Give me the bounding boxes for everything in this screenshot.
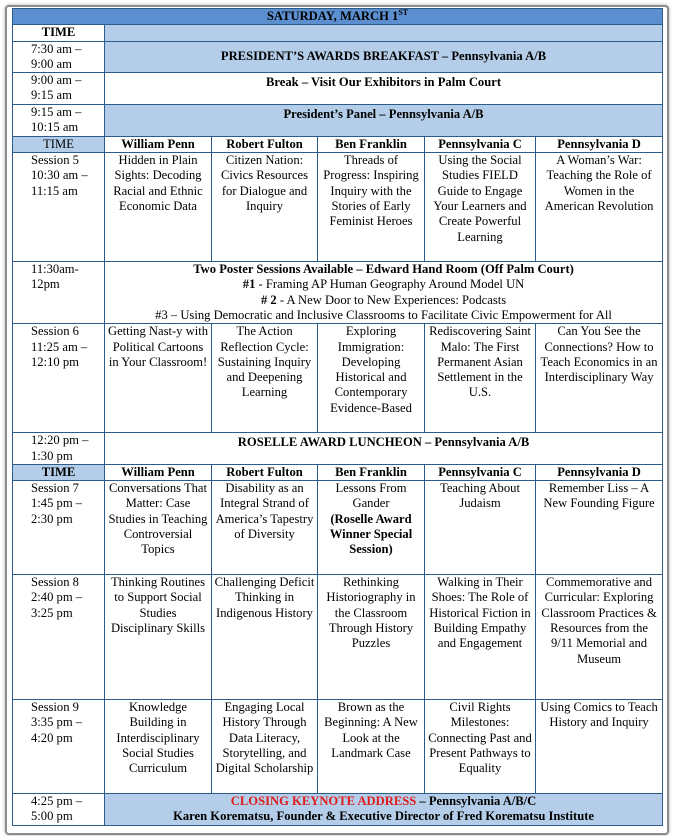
room-ben-franklin: Ben Franklin xyxy=(318,464,425,480)
time-header: TIME xyxy=(13,136,105,152)
keynote-label: CLOSING KEYNOTE ADDRESS xyxy=(230,794,417,809)
session-8-robert-fulton: Challenging Deficit Thinking in Indigenous History xyxy=(212,575,318,700)
poster-time: 11:30am-12pm xyxy=(13,262,105,324)
session-7-pennsylvania-d: Remember Liss – A New Founding Figure xyxy=(536,481,663,575)
break-time: 9:00 am – 9:15 am xyxy=(13,73,105,105)
session-5-william-penn: Hidden in Plain Sights: Decoding Racial and Ethnic Economic Data xyxy=(105,153,212,262)
session-9-time: Session 9 3:35 pm – 4:20 pm xyxy=(13,700,105,794)
session-9-pennsylvania-c: Civil Rights Milestones: Connecting Past and Present Pathways to Equality xyxy=(425,700,536,794)
room-ben-franklin: Ben Franklin xyxy=(318,136,425,152)
room-robert-fulton: Robert Fulton xyxy=(212,136,318,152)
room-robert-fulton: Robert Fulton xyxy=(212,464,318,480)
session-6-william-penn: Getting Nast-y with Political Cartoons in Your Classroom! xyxy=(105,324,212,433)
luncheon-event: ROSELLE AWARD LUNCHEON – Pennsylvania A/B xyxy=(105,433,663,465)
session-7-time: Session 7 1:45 pm – 2:30 pm xyxy=(13,481,105,575)
session-5-pennsylvania-c: Using the Social Studies FIELD Guide to Engage Your Learners and Create Powerful Learning xyxy=(425,153,536,262)
award-note: (Roselle Award Winner Special Session) xyxy=(329,511,413,557)
session-5-pennsylvania-d: A Woman’s War: Teaching the Role of Women in the American Revolution xyxy=(536,153,663,262)
panel-time: 9:15 am – 10:15 am xyxy=(13,104,105,136)
header-spacer xyxy=(105,25,663,41)
room-pennsylvania-c: Pennsylvania C xyxy=(425,464,536,480)
session-7-pennsylvania-c: Teaching About Judaism xyxy=(425,481,536,575)
session-7-william-penn: Conversations That Matter: Case Studies in Teaching Controversial Topics xyxy=(105,481,212,575)
day-title: SATURDAY, MARCH 1ST xyxy=(13,9,663,25)
session-7-ben-franklin: Lessons From Gander (Roselle Award Winner Special Session) xyxy=(318,481,425,575)
luncheon-time: 12:20 pm – 1:30 pm xyxy=(13,433,105,465)
room-william-penn: William Penn xyxy=(105,464,212,480)
session-6-ben-franklin: Exploring Immigration: Developing Historical and Contemporary Evidence-Based xyxy=(318,324,425,433)
breakfast-event: PRESIDENT’S AWARDS BREAKFAST – Pennsylvania A/B xyxy=(105,41,663,73)
poster-item-1: #1 - Framing AP Human Geography Around Model UN xyxy=(242,277,525,292)
session-5-ben-franklin: Threads of Progress: Inspiring Inquiry with the Stories of Early Feminist Heroes xyxy=(318,153,425,262)
keynote-speaker: Karen Korematsu, Founder & Executive Director of Fred Korematsu Institute xyxy=(173,809,594,824)
session-8-time: Session 8 2:40 pm – 3:25 pm xyxy=(13,575,105,700)
schedule-table xyxy=(12,8,663,826)
breakfast-time: 7:30 am – 9:00 am xyxy=(13,41,105,73)
poster-item-2: # 2 - A New Door to New Experiences: Podcasts xyxy=(260,292,507,307)
keynote-location: – Pennsylvania A/B/C xyxy=(416,794,537,809)
room-pennsylvania-d: Pennsylvania D xyxy=(536,136,663,152)
keynote-event xyxy=(105,794,663,826)
session-6-robert-fulton: The Action Reflection Cycle: Sustaining Inquiry and Deepening Learning xyxy=(212,324,318,433)
session-9-william-penn: Knowledge Building in Interdisciplinary Social Studies Curriculum xyxy=(105,700,212,794)
session-5-time: Session 5 10:30 am – 11:15 am xyxy=(13,153,105,262)
break-event: Break – Visit Our Exhibitors in Palm Court xyxy=(105,73,663,105)
session-6-pennsylvania-d: Can You See the Connections? How to Teach Economics in an Interdisciplinary Way xyxy=(536,324,663,433)
session-6-time: Session 6 11:25 am – 12:10 pm xyxy=(13,324,105,433)
session-9-robert-fulton: Engaging Local History Through Data Literacy, Storytelling, and Digital Scholarship xyxy=(212,700,318,794)
session-8-ben-franklin: Rethinking Historiography in the Classroom Through History Puzzles xyxy=(318,575,425,700)
poster-sessions xyxy=(105,262,663,324)
session-9-pennsylvania-d: Using Comics to Teach History and Inquiry xyxy=(536,700,663,794)
session-8-william-penn: Thinking Routines to Support Social Studies Disciplinary Skills xyxy=(105,575,212,700)
session-8-pennsylvania-c: Walking in Their Shoes: The Role of Historical Fiction in Building Empathy and Engagement xyxy=(425,575,536,700)
room-william-penn: William Penn xyxy=(105,136,212,152)
session-8-pennsylvania-d: Commemorative and Curricular: Exploring Classroom Practices & Resources from the 9/11 Memorial and Museum xyxy=(536,575,663,700)
session-6-pennsylvania-c: Rediscovering Saint Malo: The First Permanent Asian Settlement in the U.S. xyxy=(425,324,536,433)
session-9-ben-franklin: Brown as the Beginning: A New Look at the Landmark Case xyxy=(318,700,425,794)
session-7-robert-fulton: Disability as an Integral Strand of America’s Tapestry of Diversity xyxy=(212,481,318,575)
panel-event: President’s Panel – Pennsylvania A/B xyxy=(105,104,663,136)
time-header: TIME xyxy=(13,25,105,41)
time-header: TIME xyxy=(13,464,105,480)
poster-heading: Two Poster Sessions Available – Edward Hand Room (Off Palm Court) xyxy=(193,262,574,277)
session-5-robert-fulton: Citizen Nation: Civics Resources for Dialogue and Inquiry xyxy=(212,153,318,262)
room-pennsylvania-d: Pennsylvania D xyxy=(536,464,663,480)
room-pennsylvania-c: Pennsylvania C xyxy=(425,136,536,152)
poster-item-3: #3 – Using Democratic and Inclusive Classrooms to Facilitate Civic Empowerment for All xyxy=(155,307,612,322)
keynote-time: 4:25 pm – 5:00 pm xyxy=(13,794,105,826)
